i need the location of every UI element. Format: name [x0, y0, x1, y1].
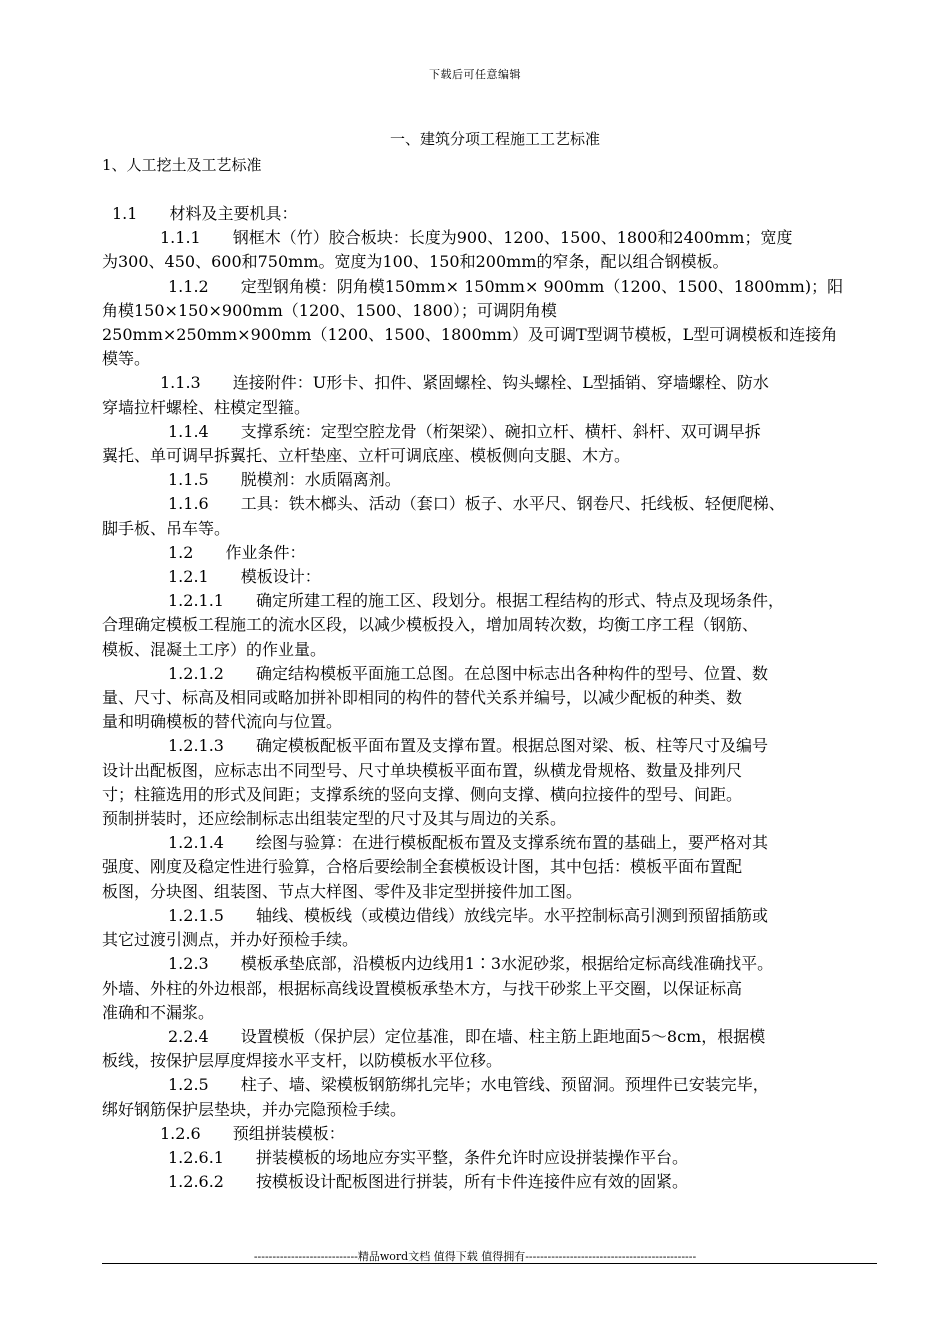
paragraph-line: 1.2.3 模板承垫底部，沿模板内边线用1∶3水泥砂浆，根据给定标高线准确找平。 — [168, 954, 774, 974]
paragraph-line: 量和明确模板的替代流向与位置。 — [102, 712, 343, 732]
paragraph-line: 250mm×250mm×900mm（1200、1500、1800mm）及可调T型调节模板，L型可调模板和连接角 — [102, 325, 838, 345]
paragraph-line: 准确和不漏浆。 — [102, 1002, 215, 1022]
paragraph-line: 合理确定模板工程施工的流水区段，以减少模板投入，增加周转次数，均衡工序工程（钢筋、 — [102, 615, 759, 635]
paragraph-line: 1.2.1.2 确定结构模板平面施工总图。在总图中标志出各种构件的型号、位置、数 — [168, 663, 768, 683]
paragraph-line: 为300、450、600和750mm。宽度为100、150和200mm的窄条，配以组合钢模板。 — [102, 252, 729, 272]
paragraph-line: 其它过渡引测点，并办好预检手续。 — [102, 930, 359, 950]
paragraph-line: 2.2.4 设置模板（保护层）定位基准，即在墙、柱主筋上距地面5～8cm，根据模 — [168, 1026, 766, 1046]
paragraph-line: 脚手板、吊车等。 — [102, 518, 231, 538]
paragraph-line: 强度、刚度及稳定性进行验算，合格后要绘制全套模板设计图，其中包括：模板平面布置配 — [102, 857, 743, 877]
paragraph-line: 1.2.6.2 按模板设计配板图进行拼装，所有卡件连接件应有效的固紧。 — [168, 1172, 688, 1192]
paragraph-line: 1.1 材料及主要机具： — [112, 204, 298, 223]
paragraph-line: 角模150×150×900mm（1200、1500、1800）；可调阴角模 — [102, 300, 557, 320]
paragraph-line: 模板、混凝土工序）的作业量。 — [102, 639, 327, 659]
paragraph-line: 模等。 — [102, 349, 151, 369]
paragraph-line: 1.1.2 定型钢角模：阴角模150mm× 150mm× 900mm（1200、1500、1800mm)；阳 — [168, 276, 844, 296]
paragraph-line: 1.2.1 模板设计： — [168, 567, 321, 587]
paragraph-line: 1.1.5 脱模剂：水质隔离剂。 — [168, 470, 401, 490]
paragraph-line: 绑好钢筋保护层垫块，并办完隐预检手续。 — [102, 1099, 407, 1119]
paragraph-line: 翼托、单可调早拆翼托、立杆垫座、立杆可调底座、模板侧向支腿、木方。 — [102, 446, 631, 466]
footer-text: ----------------------------精品word文档 值得下载 值得拥有---------------------------------------------- — [253, 1250, 697, 1263]
paragraph-line: 1.2.6.1 拼装模板的场地应夯实平整，条件允许时应设拼装操作平台。 — [168, 1147, 688, 1167]
document-title: 一、建筑分项工程施工工艺标准 — [389, 130, 600, 148]
paragraph-line: 板图，分块图、组装图、节点大样图、零件及非定型拼接件加工图。 — [102, 881, 583, 901]
paragraph-line: 量、尺寸、标高及相同或略加拼补即相同的构件的替代关系并编号，以减少配板的种类、数 — [102, 688, 743, 708]
paragraph-line: 寸；柱箍选用的形式及间距；支撑系统的竖向支撑、侧向支撑、横向拉接件的型号、间距。 — [102, 784, 743, 804]
paragraph-line: 1.2.5 柱子、墙、梁模板钢筋绑扎完毕；水电管线、预留洞。预埋件已安装完毕， — [168, 1075, 769, 1095]
paragraph-line: 1.2.1.3 确定模板配板平面布置及支撑布置。根据总图对梁、板、柱等尺寸及编号 — [168, 736, 768, 756]
paragraph-line: 1.2 作业条件： — [168, 542, 306, 562]
paragraph-line: 设计出配板图，应标志出不同型号、尺寸单块模板平面布置，纵横龙骨规格、数量及排列尺 — [102, 760, 743, 780]
header-note: 下载后可任意编辑 — [429, 68, 521, 81]
footer-rule — [102, 1263, 877, 1264]
paragraph-line: 1.2.1.1 确定所建工程的施工区、段划分。根据工程结构的形式、特点及现场条件， — [168, 591, 784, 611]
paragraph-line: 1.1.4 支撑系统：定型空腔龙骨（桁架梁）、碗扣立杆、横杆、斜杆、双可调早拆 — [168, 421, 761, 441]
paragraph-line: 1.2.1.5 轴线、模板线（或模边借线）放线完毕。水平控制标高引测到预留插筋或 — [168, 905, 768, 925]
paragraph-line: 1.2.6 预组拼装模板： — [160, 1123, 345, 1143]
paragraph-line: 板线，按保护层厚度焊接水平支杆，以防模板水平位移。 — [102, 1051, 503, 1071]
paragraph-line: 1.2.1.4 绘图与验算：在进行模板配板布置及支撑系统布置的基础上，要严格对其 — [168, 833, 768, 853]
paragraph-line: 外墙、外柱的外边根部，根据标高线设置模板承垫木方，与找干砂浆上平交圈，以保证标高 — [102, 978, 743, 998]
paragraph-line: 预制拼装时，还应绘制标志出组装定型的尺寸及其与周边的关系。 — [102, 809, 567, 829]
paragraph-line: 穿墙拉杆螺栓、柱模定型箍。 — [102, 397, 311, 417]
paragraph-line: 1.1.6 工具：铁木榔头、活动（套口）板子、水平尺、钢卷尺、托线板、轻便爬梯、 — [168, 494, 785, 514]
paragraph-line: 1.1.3 连接附件：U形卡、扣件、紧固螺栓、钩头螺栓、L型插销、穿墙螺栓、防水 — [160, 373, 769, 393]
paragraph-line: 1.1.1 钢框木（竹）胶合板块：长度为900、1200、1500、1800和2400mm；宽度 — [160, 228, 793, 248]
document-body — [102, 198, 892, 1194]
section-title: 1、人工挖土及工艺标准 — [102, 156, 262, 174]
